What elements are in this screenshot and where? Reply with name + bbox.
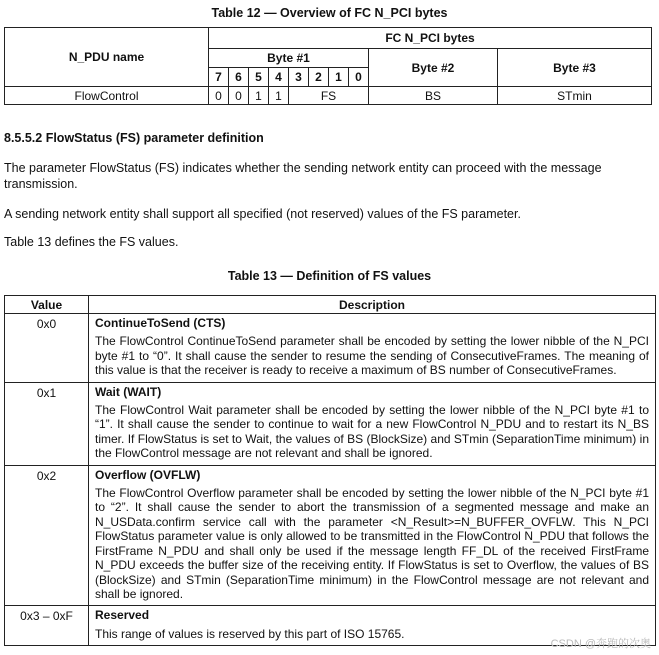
fs-description: The FlowControl Wait parameter shall be encoded by setting the lower nibble of the N_PCI byte #1 to “1”. It shall cause the sender to continue to wait for a new FlowControl N_PDU and to restart its N_BS timer. If FlowStatus is set to Wait, the values of BS (BlockSize) and STmin (SeparationTime minimum) in the FlowControl message are not relevant and shall be ignored. [95,403,649,461]
fs-name: ContinueToSend (CTS) [95,316,226,330]
paragraph-2: A sending network entity shall support all specified (not reserved) values of the FS parameter. [4,207,521,221]
table-12-caption: Table 12 — Overview of FC N_PCI bytes [211,6,448,20]
fs-description: This range of values is reserved by this part of ISO 15765. [95,626,405,641]
byte2-header: Byte #2 [369,49,498,87]
fs-name: Wait (WAIT) [95,384,162,399]
description-header: Description [89,296,656,314]
row-bs: BS [369,87,498,105]
bit-6: 6 [229,68,249,87]
table-13 [4,295,656,646]
paragraph-1: The parameter FlowStatus (FS) indicates whether the sending network entity can proceed with the message transmission. [4,161,602,191]
row-stmin: STmin [498,87,652,105]
table-row [5,314,656,383]
table-row [5,465,656,606]
bit-2: 2 [309,68,329,87]
row-bit7: 0 [209,87,229,105]
row-name: FlowControl [5,87,209,105]
fs-value: 0x1 [5,382,89,465]
fs-description: The FlowControl Overflow parameter shall be encoded by setting the lower nibble of the N_PCI byte #1 to “2”. It shall cause the sender to abort the transmission of a segmented message and make an N_USData.confirm service call with the parameter <N_Result>=N_BUFFER_OVFLW. This N_PCI FlowStatus parameter value is only allowed to be transmitted in the FlowControl N_PDU that follows the FirstFrame N_PDU and shall only be used if the message length FF_DL of the received FirstFrame N_PDU exceeds the buffer size of the receiving entity. If FlowStatus is set to Overflow, the values of BS (BlockSize) and STmin (SeparationTime minimum) in the FlowControl message are not relevant and shall be ignored. [95,486,649,601]
fs-value: 0x3 – 0xF [5,606,89,646]
row-bit6: 0 [229,87,249,105]
bit-0: 0 [349,68,369,87]
value-header: Value [5,296,89,314]
table-13-caption: Table 13 — Definition of FS values [227,269,432,283]
watermark: CSDN @奔跑的次奥 [550,638,651,650]
section-heading: 8.5.5.2 FlowStatus (FS) parameter definition [4,131,264,145]
fs-value: 0x0 [5,314,89,383]
row-bit5: 1 [249,87,269,105]
table-row [5,382,656,465]
n-pdu-name-header: N_PDU name [5,28,209,87]
table-12 [4,27,652,105]
row-bit4: 1 [269,87,289,105]
byte3-header: Byte #3 [498,49,652,87]
fs-name: Reserved [95,608,150,623]
byte1-header: Byte #1 [209,49,369,68]
paragraph-3: Table 13 defines the FS values. [4,235,179,249]
bit-7: 7 [209,68,229,87]
bit-4: 4 [269,68,289,87]
fs-name: Overflow (OVFLW) [95,467,201,482]
fs-description: The FlowControl ContinueToSend parameter shall be encoded by setting the lower nibble of the N_PCI byte #1 to “0”. It shall cause the sender to resume the sending of ConsecutiveFrames. The meaning of this value is that the receiver is ready to receive a maximum of BS number of ConsecutiveFrames. [95,334,649,378]
bit-1: 1 [329,68,349,87]
fs-value: 0x2 [5,465,89,606]
fc-npci-bytes-header: FC N_PCI bytes [209,28,652,49]
row-fs: FS [289,87,369,105]
bit-5: 5 [249,68,269,87]
bit-3: 3 [289,68,309,87]
